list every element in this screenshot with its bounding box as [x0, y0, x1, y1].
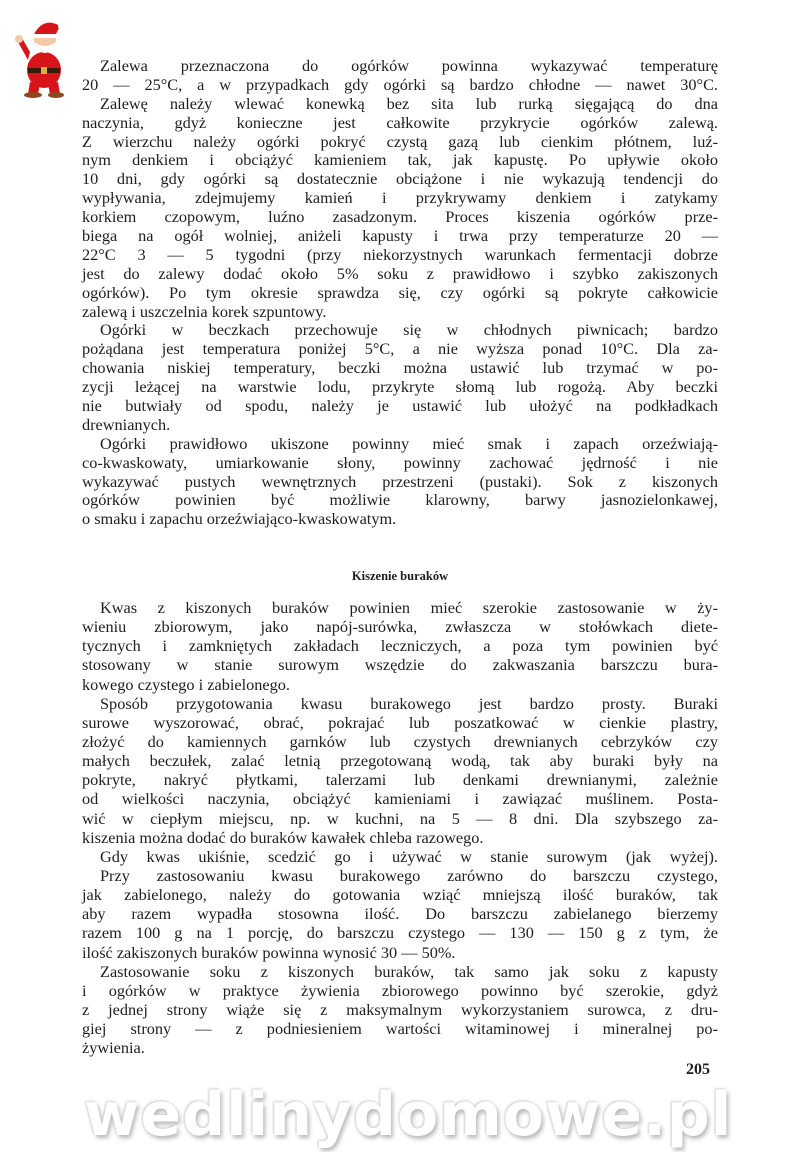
- pickled-beets-text: [82, 598, 718, 1057]
- section-heading: Kiszenie buraków: [351, 569, 449, 583]
- text-line: wieniu zbiorowym, jako napój-surówka, zwłaszcza w stołówkach diete-: [82, 617, 718, 637]
- paragraph: [82, 866, 718, 962]
- text-line: Kwas z kiszonych buraków powinien mieć szerokie zastosowanie w ży-: [100, 598, 718, 617]
- text-line: wypływania, zdejmujemy kamień i przykrywamy denkiem i zatykamy: [82, 188, 718, 208]
- text-line: Z wierzchu należy ogórki pokryć czystą gazą lub cienkim płótnem, luź-: [82, 131, 718, 151]
- text-line: Zalewę należy wlewać konewką bez sita lub rurką sięgającą do dna: [100, 93, 718, 113]
- pickled-cucumbers-text: [82, 57, 718, 529]
- paragraph: [82, 95, 718, 322]
- text-line: ogórków powinien być możliwie klarowny, barwy jasnozielonkawej,: [82, 490, 718, 510]
- paragraph: [82, 962, 718, 1058]
- text-line: wić w ciepłym miejscu, np. w kuchni, na 5 — 8 dni. Dla szybszego za-: [82, 808, 718, 828]
- text-line: kowego czystego i zabielonego.: [82, 674, 290, 694]
- santa-claus-icon: [8, 12, 78, 98]
- text-line: pokryte, nakryć płytkami, talerzami lub denkami drewnianymi, zależnie: [82, 770, 718, 790]
- text-line: stosowany w stanie surowym wszędzie do zakwaszania barszczu bura-: [82, 655, 718, 675]
- text-line: nym denkiem i obciążyć kamieniem tak, jak kapustę. Po upływie około: [82, 150, 718, 170]
- text-line: ogórków). Po tym okresie sprawdza się, czy ogórki są pokryte całkowicie: [82, 282, 718, 302]
- text-line: Zalewa przeznaczona do ogórków powinna wykazywać temperaturę: [100, 56, 718, 75]
- text-line: wykazywać pustych wewnętrznych przestrzeni (pustaki). Sok z kiszonych: [82, 471, 718, 491]
- text-line: nie butwiały od spodu, należy je ustawić lub ułożyć na podkładkach: [82, 396, 718, 416]
- paragraph: [82, 435, 718, 529]
- text-line: jest do zalewy dodać około 5% soku z prawidłowo i szybko zakiszonych: [82, 263, 718, 283]
- text-line: z jednej strony wiąże się z maksymalnym wykorzystaniem surowca, z dru-: [82, 999, 718, 1019]
- paragraph: [82, 598, 718, 694]
- text-line: korkiem czopowym, luźno zasadzonym. Proces kiszenia ogórków prze-: [82, 207, 718, 227]
- text-line: złożyć do kamiennych garnków lub czystych drewnianych cebrzyków czy: [82, 731, 718, 751]
- text-line: Sposób przygotowania kwasu burakowego jest bardzo prosty. Buraki: [100, 693, 718, 713]
- text-line: 22°C 3 — 5 tygodni (przy niekorzystnych warunkach fermentacji dobrze: [82, 244, 718, 264]
- text-line: zycji leżącej na warstwie lodu, przykryte słomą lub rogożą. Aby beczki: [82, 377, 718, 397]
- text-line: o smaku i zapachu orzeźwiająco-kwaskowatym.: [82, 509, 397, 529]
- text-line: kiszenia można dodać do buraków kawałek chleba razowego.: [82, 827, 484, 847]
- paragraph: [82, 57, 718, 95]
- text-line: surowe wyszorować, obrać, pokrajać lub poszatkować w cienkie plastry,: [82, 712, 718, 732]
- text-line: Przy zastosowaniu kwasu burakowego zarówno do barszczu czystego,: [100, 865, 718, 885]
- text-line: tycznych i zamkniętych zakładach leczniczych, a poza tym powinien być: [82, 636, 718, 656]
- text-line: Ogórki prawidłowo ukiszone powinny mieć smak i zapach orzeźwiają-: [100, 433, 718, 453]
- text-line: giej strony — z podniesieniem wartości witaminowej i mineralnej po-: [82, 1019, 718, 1039]
- text-line: naczynia, gdyż konieczne jest całkowite przykrycie ogórków zalewą.: [82, 112, 718, 132]
- text-line: Zastosowanie soku z kiszonych buraków, tak samo jak soku z kapusty: [100, 961, 718, 981]
- text-line: małych beczułek, zalać letnią przegotowaną wodą, tak aby buraki były na: [82, 751, 718, 771]
- text-line: pożądana jest temperatura poniżej 5°C, a nie wyższa ponad 10°C. Dla za-: [82, 339, 718, 359]
- text-line: chowania niskiej temperatury, beczki można ustawić lub trzymać w po-: [82, 358, 718, 378]
- text-line: aby razem wypadła stosowna ilość. Do barszczu zabielanego bierzemy: [82, 904, 718, 924]
- text-line: Gdy kwas ukiśnie, scedzić go i używać w stanie surowym (jak wyżej).: [100, 846, 718, 866]
- text-line: żywienia.: [82, 1038, 145, 1058]
- text-line: co-kwaskowaty, umiarkowanie słony, powinny zachować jędrność i nie: [82, 452, 718, 472]
- text-line: i ogórków w praktyce żywienia zbiorowego powinno być szerokie, gdyż: [82, 980, 718, 1000]
- page-number: 205: [686, 1061, 710, 1078]
- paragraph: [82, 847, 718, 866]
- text-line: 20 — 25°C, a w przypadkach gdy ogórki są bardzo chłodne — nawet 30°C.: [82, 74, 718, 94]
- text-line: Ogórki w beczkach przechowuje się w chłodnych piwnicach; bardzo: [100, 320, 718, 340]
- paragraph: [82, 694, 718, 847]
- watermark: wedlinydomowe.pl: [84, 1080, 733, 1150]
- paragraph: [82, 321, 718, 434]
- text-line: zalewą i uszczelnia korek szpuntowy.: [82, 301, 327, 321]
- text-line: od wielkości naczynia, obciążyć kamieniami i zawiązać muślinem. Posta-: [82, 789, 718, 809]
- text-line: 10 dni, gdy ogórki są dostatecznie obciążone i nie wykazują tendencji do: [82, 169, 718, 189]
- text-line: ilość zakiszonych buraków powinna wynosić 30 — 50%.: [82, 942, 456, 962]
- text-line: razem 100 g na 1 porcję, do barszczu czystego — 130 — 150 g z tym, że: [82, 923, 718, 943]
- text-line: jak zabielonego, należy do gotowania wziąć mniejszą ilość buraków, tak: [82, 885, 718, 905]
- text-line: biega na ogół wolniej, aniżeli kapusty i trwa przy temperaturze 20 —: [82, 226, 718, 246]
- text-line: drewnianych.: [82, 414, 171, 434]
